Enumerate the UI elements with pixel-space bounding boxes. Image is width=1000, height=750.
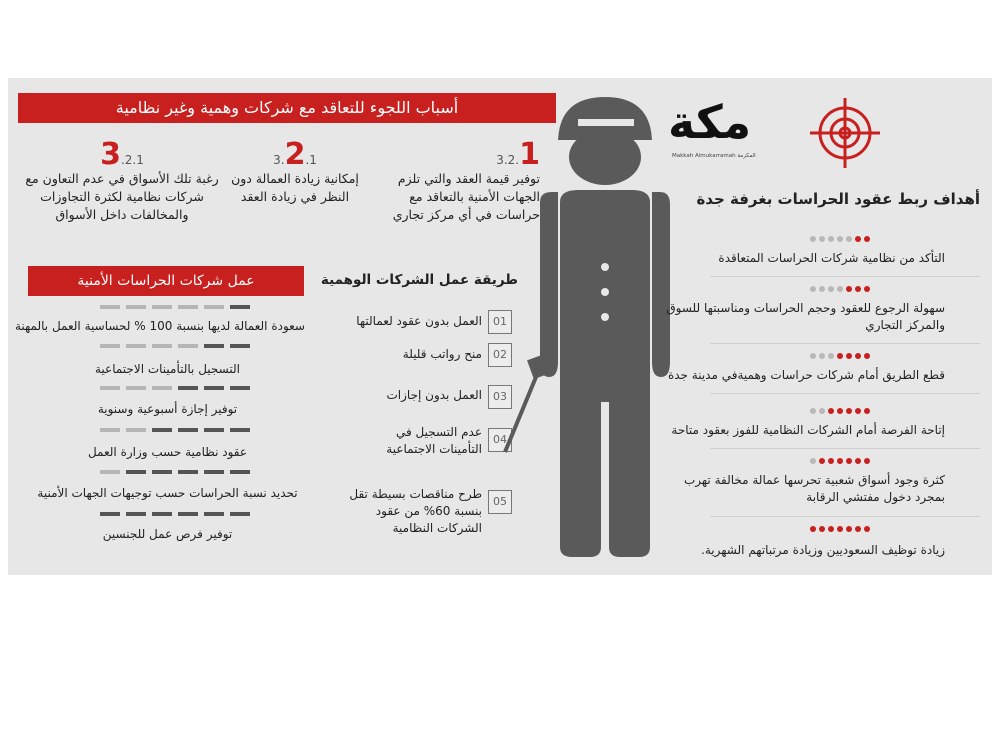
rating-dots bbox=[810, 408, 870, 414]
step-text: العمل بدون إجازات bbox=[386, 388, 482, 402]
step-number: 03 bbox=[488, 385, 512, 409]
dash-divider bbox=[100, 305, 250, 309]
method-title: طريقة عمل الشركات الوهمية bbox=[320, 272, 518, 288]
step-text: منح رواتب قليلة bbox=[402, 347, 482, 361]
guards-title: عمل شركات الحراسات الأمنية bbox=[28, 266, 304, 296]
rating-dots bbox=[810, 526, 870, 532]
security-guard-figure bbox=[500, 92, 685, 570]
rating-dots bbox=[810, 458, 870, 464]
reason-2-suffix: .1 bbox=[305, 153, 317, 167]
rating-dots bbox=[810, 353, 870, 359]
reason-3-number: 3 bbox=[100, 137, 121, 172]
step-text: طرح مناقصات بسيطة تقل بنسبة 60% من عقود الشركات النظامية bbox=[349, 487, 482, 535]
makkah-logo-subtitle: Makkah Almukarramah المكرمة bbox=[672, 153, 756, 159]
target-icon bbox=[808, 96, 882, 170]
dash-divider bbox=[100, 344, 250, 348]
guards-item: تحديد نسبة الحراسات حسب توجيهات الجهات الأمنية bbox=[37, 486, 298, 500]
guards-item: توفير فرص عمل للجنسين bbox=[102, 527, 233, 541]
dash-divider bbox=[100, 512, 250, 516]
dash-divider bbox=[100, 386, 250, 390]
divider bbox=[710, 448, 980, 449]
goals-title: أهداف ربط عقود الحراسات بغرفة جدة bbox=[696, 190, 980, 208]
reason-2 bbox=[225, 137, 365, 206]
step-text: العمل بدون عقود لعمالتها bbox=[356, 314, 482, 328]
goal-item: إتاحة الفرصة أمام الشركات النظامية للفوز بعقود متاحة bbox=[671, 423, 945, 437]
step-number: 05 bbox=[488, 490, 512, 514]
goal-item: زيادة توظيف السعوديين وزيادة مرتباتهم الشهرية. bbox=[701, 543, 945, 557]
main-title: أسباب اللجوء للتعاقد مع شركات وهمية وغير نظامية bbox=[18, 93, 556, 123]
reason-3-text: رغبة تلك الأسواق في عدم التعاون مع شركات نظامية لكثرة التجاوزات والمخالفات داخل الأسواق bbox=[25, 171, 219, 222]
step-number: 01 bbox=[488, 310, 512, 334]
reason-1-text: توفير قيمة العقد والتي تلزم الجهات الأمنية بالتعاقد مع حراسات في أي مركز تجاري bbox=[392, 171, 540, 222]
reason-2-text: إمكانية زيادة العمالة دون النظر في زيادة العقد bbox=[231, 171, 359, 204]
guards-item: التسجيل بالتأمينات الاجتماعية bbox=[95, 362, 240, 376]
guards-item: توفير إجازة أسبوعية وسنوية bbox=[97, 402, 238, 416]
reason-3 bbox=[22, 137, 222, 224]
step-number: 02 bbox=[488, 343, 512, 367]
step-text: عدم التسجيل في التأمينات الاجتماعية bbox=[386, 425, 482, 456]
reason-3-suffix: .2.1 bbox=[120, 153, 144, 167]
reason-2-prefix: 3. bbox=[273, 153, 285, 167]
rating-dots bbox=[810, 236, 870, 242]
guards-item: سعودة العمالة لديها بنسبة 100 % لحساسية العمل بالمهنة bbox=[14, 319, 305, 333]
step-number: 04 bbox=[488, 428, 512, 452]
rating-dots bbox=[810, 286, 870, 292]
goal-item: سهولة الرجوع للعقود وحجم الحراسات ومناسبتها للسوق والمركز التجاري bbox=[666, 301, 945, 332]
reason-1-prefix: 3.2. bbox=[496, 153, 520, 167]
reason-2-number: 2 bbox=[284, 137, 306, 172]
divider bbox=[710, 393, 980, 394]
makkah-logo: مكة bbox=[668, 95, 752, 149]
guards-item: عقود نظامية حسب وزارة العمل bbox=[87, 445, 248, 459]
goal-item: التأكد من نظامية شركات الحراسات المتعاقدة bbox=[718, 251, 945, 265]
divider bbox=[710, 343, 980, 344]
dash-divider bbox=[100, 428, 250, 432]
dash-divider bbox=[100, 470, 250, 474]
divider bbox=[710, 276, 980, 277]
goal-item: قطع الطريق أمام شركات حراسات وهميةفي مدينة جدة bbox=[667, 368, 945, 382]
reason-1-number: 1 bbox=[519, 137, 540, 172]
goal-item: كثرة وجود أسواق شعبية تحرسها عمالة مخالفة تهرب بمجرد دخول مفتشي الرقابة bbox=[683, 473, 945, 504]
divider bbox=[710, 516, 980, 517]
